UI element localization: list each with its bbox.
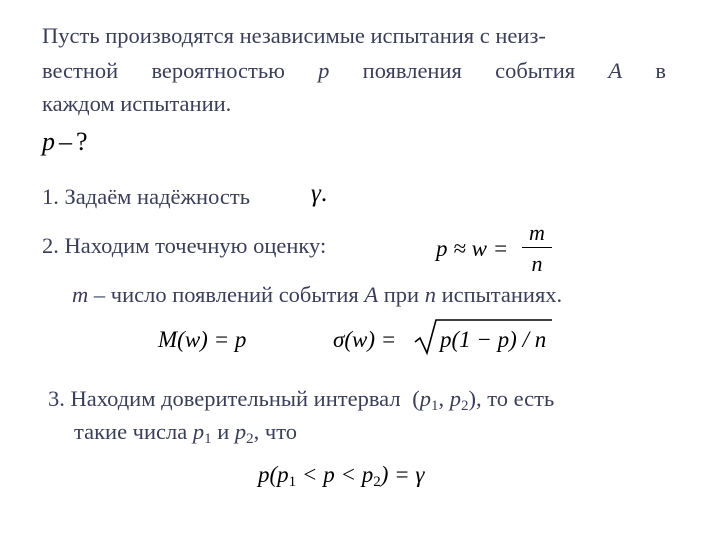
fraction-denominator: n xyxy=(531,251,543,276)
prob-mid: < p < p xyxy=(296,462,374,487)
step1-period: . xyxy=(320,180,328,207)
note-c: испытаниях. xyxy=(441,282,563,307)
step3-line-2-a: такие числа xyxy=(74,419,188,444)
line2-and: и xyxy=(217,419,230,444)
unknown-formula xyxy=(42,127,88,157)
unknown-question: ? xyxy=(76,127,88,156)
interval-p2: p xyxy=(449,386,461,411)
intro-line-2 xyxy=(42,57,666,84)
intro-line-2-a: вестной вероятностью xyxy=(42,58,285,83)
expectation-formula: M(w) = p xyxy=(158,327,247,352)
point-estimate-lhs: p ≈ w = xyxy=(436,236,509,261)
intro-var-A: A xyxy=(608,58,623,83)
prob-sub2: 2 xyxy=(373,474,381,490)
gamma-symbol: γ xyxy=(311,180,321,207)
line2-p2: p xyxy=(234,419,247,444)
note-var-n: n xyxy=(424,282,436,307)
sigma-formula-lhs: σ(w) = xyxy=(333,327,397,352)
step3-line-2 xyxy=(74,418,297,453)
unknown-dash: – xyxy=(59,127,72,156)
prob-sub1: 1 xyxy=(288,474,297,490)
note-b: при xyxy=(383,282,420,307)
step2-text: 2. Находим точечную оценку: xyxy=(42,233,327,258)
interval-sub2: 2 xyxy=(460,398,469,414)
prob-close: ) = γ xyxy=(380,462,425,487)
note-var-A: A xyxy=(364,282,379,307)
step1-text: 1. Задаём надёжность xyxy=(42,184,250,209)
fraction-bar xyxy=(522,247,552,248)
prob-open: p(p xyxy=(258,462,289,487)
intro-line-2-b: появления события xyxy=(362,58,576,83)
probability-formula xyxy=(258,462,424,491)
interval-p1: p xyxy=(419,386,431,411)
interval-comma: , xyxy=(438,386,450,411)
fraction-numerator: m xyxy=(529,220,545,245)
intro-var-p: p xyxy=(318,58,330,83)
line2-p1: p xyxy=(192,419,205,444)
interval-close: ), то есть xyxy=(468,386,555,411)
interval-open: ( xyxy=(412,386,420,411)
interval-sub1: 1 xyxy=(430,398,439,414)
step3-line-1 xyxy=(48,385,554,420)
line2-sub1: 1 xyxy=(204,431,212,447)
note-a: – число появлений события xyxy=(93,282,359,307)
intro-line-3: каждом испытании. xyxy=(42,91,232,116)
point-estimate-fraction xyxy=(522,220,552,276)
step2-note xyxy=(72,281,562,308)
unknown-p: p xyxy=(42,127,55,156)
sqrt-content: p(1 − p) / n xyxy=(440,327,547,352)
step1-gamma xyxy=(311,180,327,208)
step3-line-2-b: , что xyxy=(253,419,298,444)
intro-line-1: Пусть производятся независимые испытания с неиз- xyxy=(42,23,546,48)
intro-line-2-justified xyxy=(42,57,666,84)
line2-sub2: 2 xyxy=(246,431,254,447)
step3-line-1-a: 3. Находим доверительный интервал xyxy=(48,386,401,411)
note-var-m: m xyxy=(72,282,89,307)
intro-line-2-c: в xyxy=(655,58,667,83)
